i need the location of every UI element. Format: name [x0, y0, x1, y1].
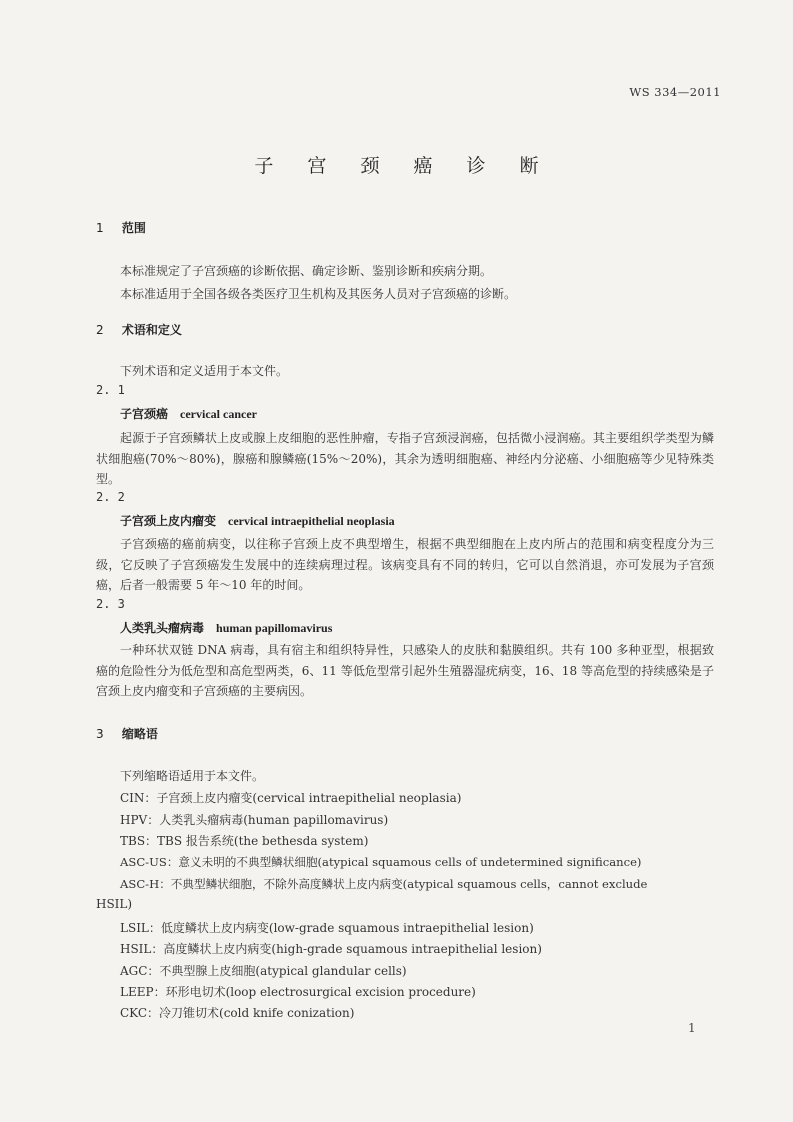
- term-definition: 子宫颈癌的癌前病变，以往称子宫颈上皮不典型增生，根据不典型细胞在上皮内所占的范围和病变程度分为三级，它反映了子宫颈癌发生发展中的连续病理过程。该病变具有不同的转归，它可以自然消退，亦可发展为子宫颈癌，后者一般需要 5 年～10 年的时间。: [96, 537, 714, 592]
- abbreviation-item: LSIL：低度鳞状上皮内病变(low-grade squamous intraepithelial lesion): [120, 921, 534, 935]
- section-intro: 下列术语和定义适用于本文件。: [120, 364, 289, 378]
- term-definition: 一种环状双链 DNA 病毒，具有宿主和组织特异性，只感染人的皮肤和黏膜组织。共有 100 多种亚型，根据致癌的危险性分为低危型和高危型两类，6、11 等低危型常引起外生殖器湿疣病变，16、18 等高危型的持续感染是子宫颈上皮内瘤变和子宫颈癌的主要病因。: [96, 643, 714, 698]
- term-heading: [120, 405, 257, 422]
- page-number: 1: [688, 1021, 696, 1035]
- abbreviation-item: AGC：不典型腺上皮细胞(atypical glandular cells): [120, 964, 407, 978]
- section-number: 3: [96, 727, 104, 741]
- term-heading: [120, 512, 395, 529]
- term-zh: 人类乳头瘤病毒: [120, 621, 205, 635]
- term-definition: 起源于子宫颈鳞状上皮或腺上皮细胞的恶性肿瘤，专指子宫颈浸润癌，包括微小浸润癌。其主要组织学类型为鳞状细胞癌(70%～80%)，腺癌和腺鳞癌(15%～20%)，其余为透明细胞癌、神经内分泌癌、小细胞癌等少见特殊类型。: [96, 431, 714, 486]
- abbreviation-item: TBS：TBS 报告系统(the bethesda system): [120, 834, 369, 848]
- section-title: 缩略语: [121, 727, 158, 741]
- term-number: 2. 2: [96, 490, 125, 504]
- term-zh: 子宫颈上皮内瘤变: [120, 514, 217, 528]
- abbreviation-item: LEEP：环形电切术(loop electrosurgical excision procedure): [120, 985, 476, 999]
- section-number: 1: [96, 221, 104, 235]
- abbreviation-item-continued: HSIL): [96, 897, 133, 911]
- abbreviation-item: HSIL：高度鳞状上皮内病变(high-grade squamous intraepithelial lesion): [120, 942, 542, 956]
- abbreviation-item: CIN：子宫颈上皮内瘤变(cervical intraepithelial neoplasia): [120, 791, 462, 805]
- term-number: 2. 3: [96, 597, 125, 611]
- section-1-heading: [96, 219, 146, 236]
- section-2-heading: [96, 321, 182, 338]
- term-heading: [120, 619, 332, 636]
- term-en: cervical intraepithelial neoplasia: [228, 514, 395, 528]
- page-title: 子 宫 颈 癌 诊 断: [254, 155, 553, 177]
- abbreviation-item: CKC：冷刀锥切术(cold knife conization): [120, 1006, 355, 1020]
- abbreviation-item: ASC-US：意义未明的不典型鳞状细胞(atypical squamous cells of undetermined significance): [120, 855, 642, 869]
- term-en: human papillomavirus: [216, 621, 333, 635]
- section-title: 术语和定义: [121, 323, 182, 337]
- term-en: cervical cancer: [180, 407, 257, 421]
- section-number: 2: [96, 323, 104, 337]
- abbreviation-item: HPV：人类乳头瘤病毒(human papillomavirus): [120, 813, 389, 827]
- section-3-heading: [96, 725, 158, 742]
- term-zh: 子宫颈癌: [120, 407, 169, 421]
- section-intro: 下列缩略语适用于本文件。: [120, 769, 265, 783]
- paragraph: 本标准规定了子宫颈癌的诊断依据、确定诊断、鉴别诊断和疾病分期。: [120, 264, 493, 278]
- standard-code: WS 334—2011: [629, 85, 721, 99]
- term-number: 2. 1: [96, 383, 125, 397]
- paragraph: 本标准适用于全国各级各类医疗卫生机构及其医务人员对子宫颈癌的诊断。: [120, 287, 517, 301]
- section-title: 范围: [121, 221, 146, 235]
- abbreviation-item: ASC-H：不典型鳞状细胞，不除外高度鳞状上皮内病变(atypical squamous cells，cannot exclude: [120, 877, 648, 891]
